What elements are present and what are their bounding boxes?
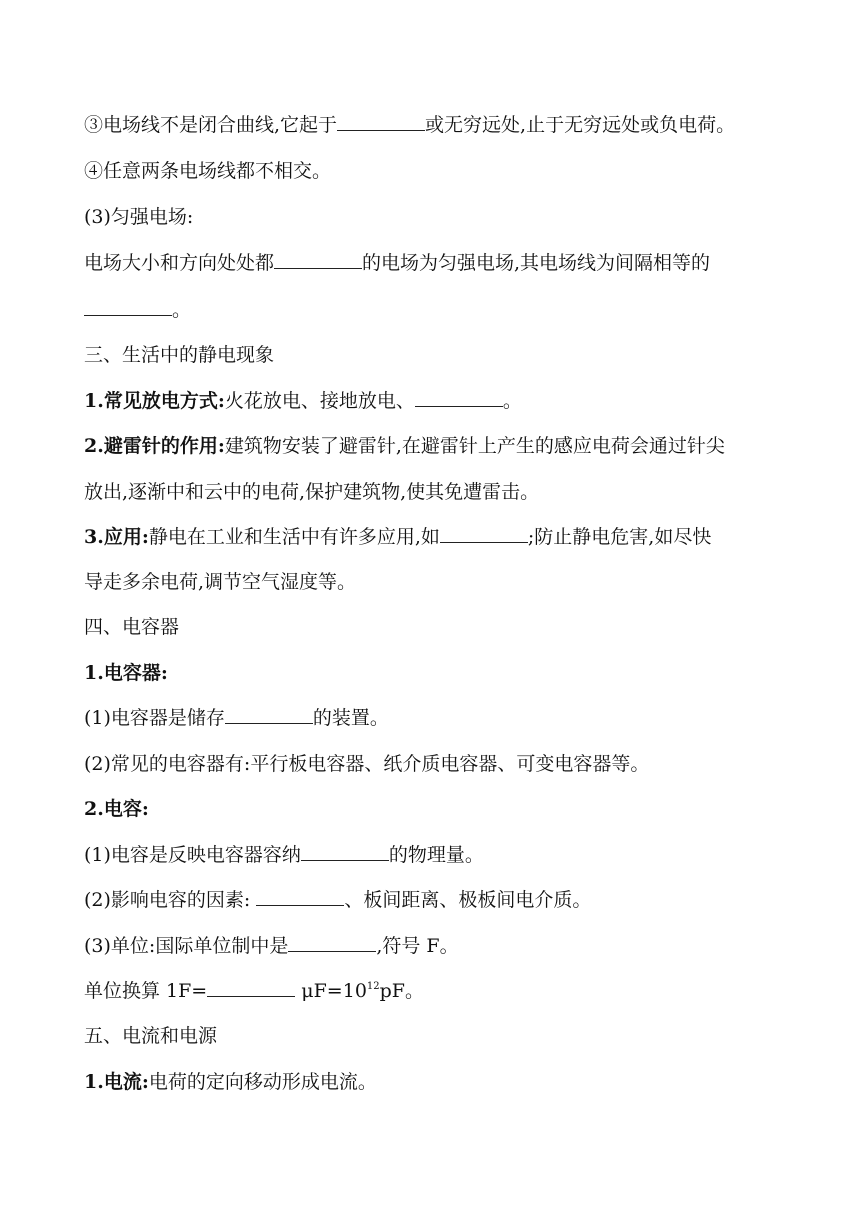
fill-blank (301, 840, 389, 861)
text-line: 放出,逐渐中和云中的电荷,保护建筑物,使其免遭雷击。 (84, 481, 540, 503)
text-segment: 的装置。 (312, 707, 389, 729)
fill-blank (274, 248, 362, 269)
text-segment: 或无穷远处,止于无穷远处或负电荷。 (425, 114, 736, 136)
text-line (84, 1068, 820, 1096)
text-segment: 。 (502, 390, 522, 412)
text-line (84, 432, 820, 460)
text-segment: 、板间距离、极板间电介质。 (344, 889, 592, 911)
section-heading: 四、电容器 (84, 616, 180, 638)
section-heading: 三、生活中的静电现象 (84, 344, 275, 366)
text-segment: μF=10 (295, 980, 367, 1002)
fill-blank (440, 522, 528, 543)
text-line (84, 248, 820, 277)
text-segment: 电场大小和方向处处都 (84, 252, 275, 274)
fill-blank (288, 931, 376, 952)
text-line (84, 703, 820, 732)
fill-blank (225, 703, 313, 724)
text-segment: 建筑物安装了避雷针,在避雷针上产生的感应电荷会通过针尖 (224, 435, 725, 457)
text-line (84, 386, 820, 415)
text-segment: 静电在工业和生活中有许多应用,如 (148, 526, 440, 548)
item-heading: 2.避雷针的作用: (84, 435, 225, 457)
item-heading: 2.电容: (84, 798, 149, 820)
text-segment: 电荷的定向移动形成电流。 (148, 1071, 377, 1093)
text-segment: ③电场线不是闭合曲线,它起于 (84, 114, 338, 136)
text-line (84, 295, 820, 324)
text-segment: (1)电容是反映电容器容纳 (84, 844, 301, 866)
text-segment: 火花放电、接地放电、 (224, 390, 415, 412)
item-heading: 1.电容器: (84, 662, 168, 684)
text-segment: (3)单位:国际单位制中是 (84, 935, 289, 957)
fill-blank (207, 976, 295, 997)
text-segment: 的电场为匀强电场,其电场线为间隔相等的 (362, 252, 711, 274)
text-line (84, 931, 820, 960)
text-line: (2)常见的电容器有:平行板电容器、纸介质电容器、可变电容器等。 (84, 753, 650, 775)
text-segment: ;防止静电危害,如尽快 (527, 526, 712, 548)
text-segment: 。 (172, 299, 192, 321)
item-heading: 1.常见放电方式: (84, 390, 225, 412)
text-line: 导走多余电荷,调节空气湿度等。 (84, 571, 357, 593)
text-line: (3)匀强电场: (84, 206, 194, 228)
text-segment: 的物理量。 (388, 844, 484, 866)
item-heading: 1.电流: (84, 1071, 149, 1093)
exponent: 12 (366, 981, 380, 992)
text-segment: pF。 (379, 980, 424, 1002)
text-line (84, 110, 820, 139)
text-line (84, 522, 820, 551)
text-segment: (2)影响电容的因素: (84, 889, 257, 911)
section-heading: 五、电流和电源 (84, 1025, 218, 1047)
text-segment: (1)电容器是储存 (84, 707, 225, 729)
text-line (84, 885, 820, 914)
fill-blank (415, 386, 503, 407)
fill-blank (84, 295, 172, 316)
fill-blank (256, 885, 344, 906)
text-line (84, 840, 820, 869)
fill-blank (337, 110, 425, 131)
text-line: ④任意两条电场线都不相交。 (84, 160, 332, 182)
text-segment: ,符号 F。 (376, 935, 459, 957)
item-heading: 3.应用: (84, 526, 149, 548)
text-line (84, 976, 820, 1005)
text-segment: 单位换算 1F= (84, 980, 208, 1002)
